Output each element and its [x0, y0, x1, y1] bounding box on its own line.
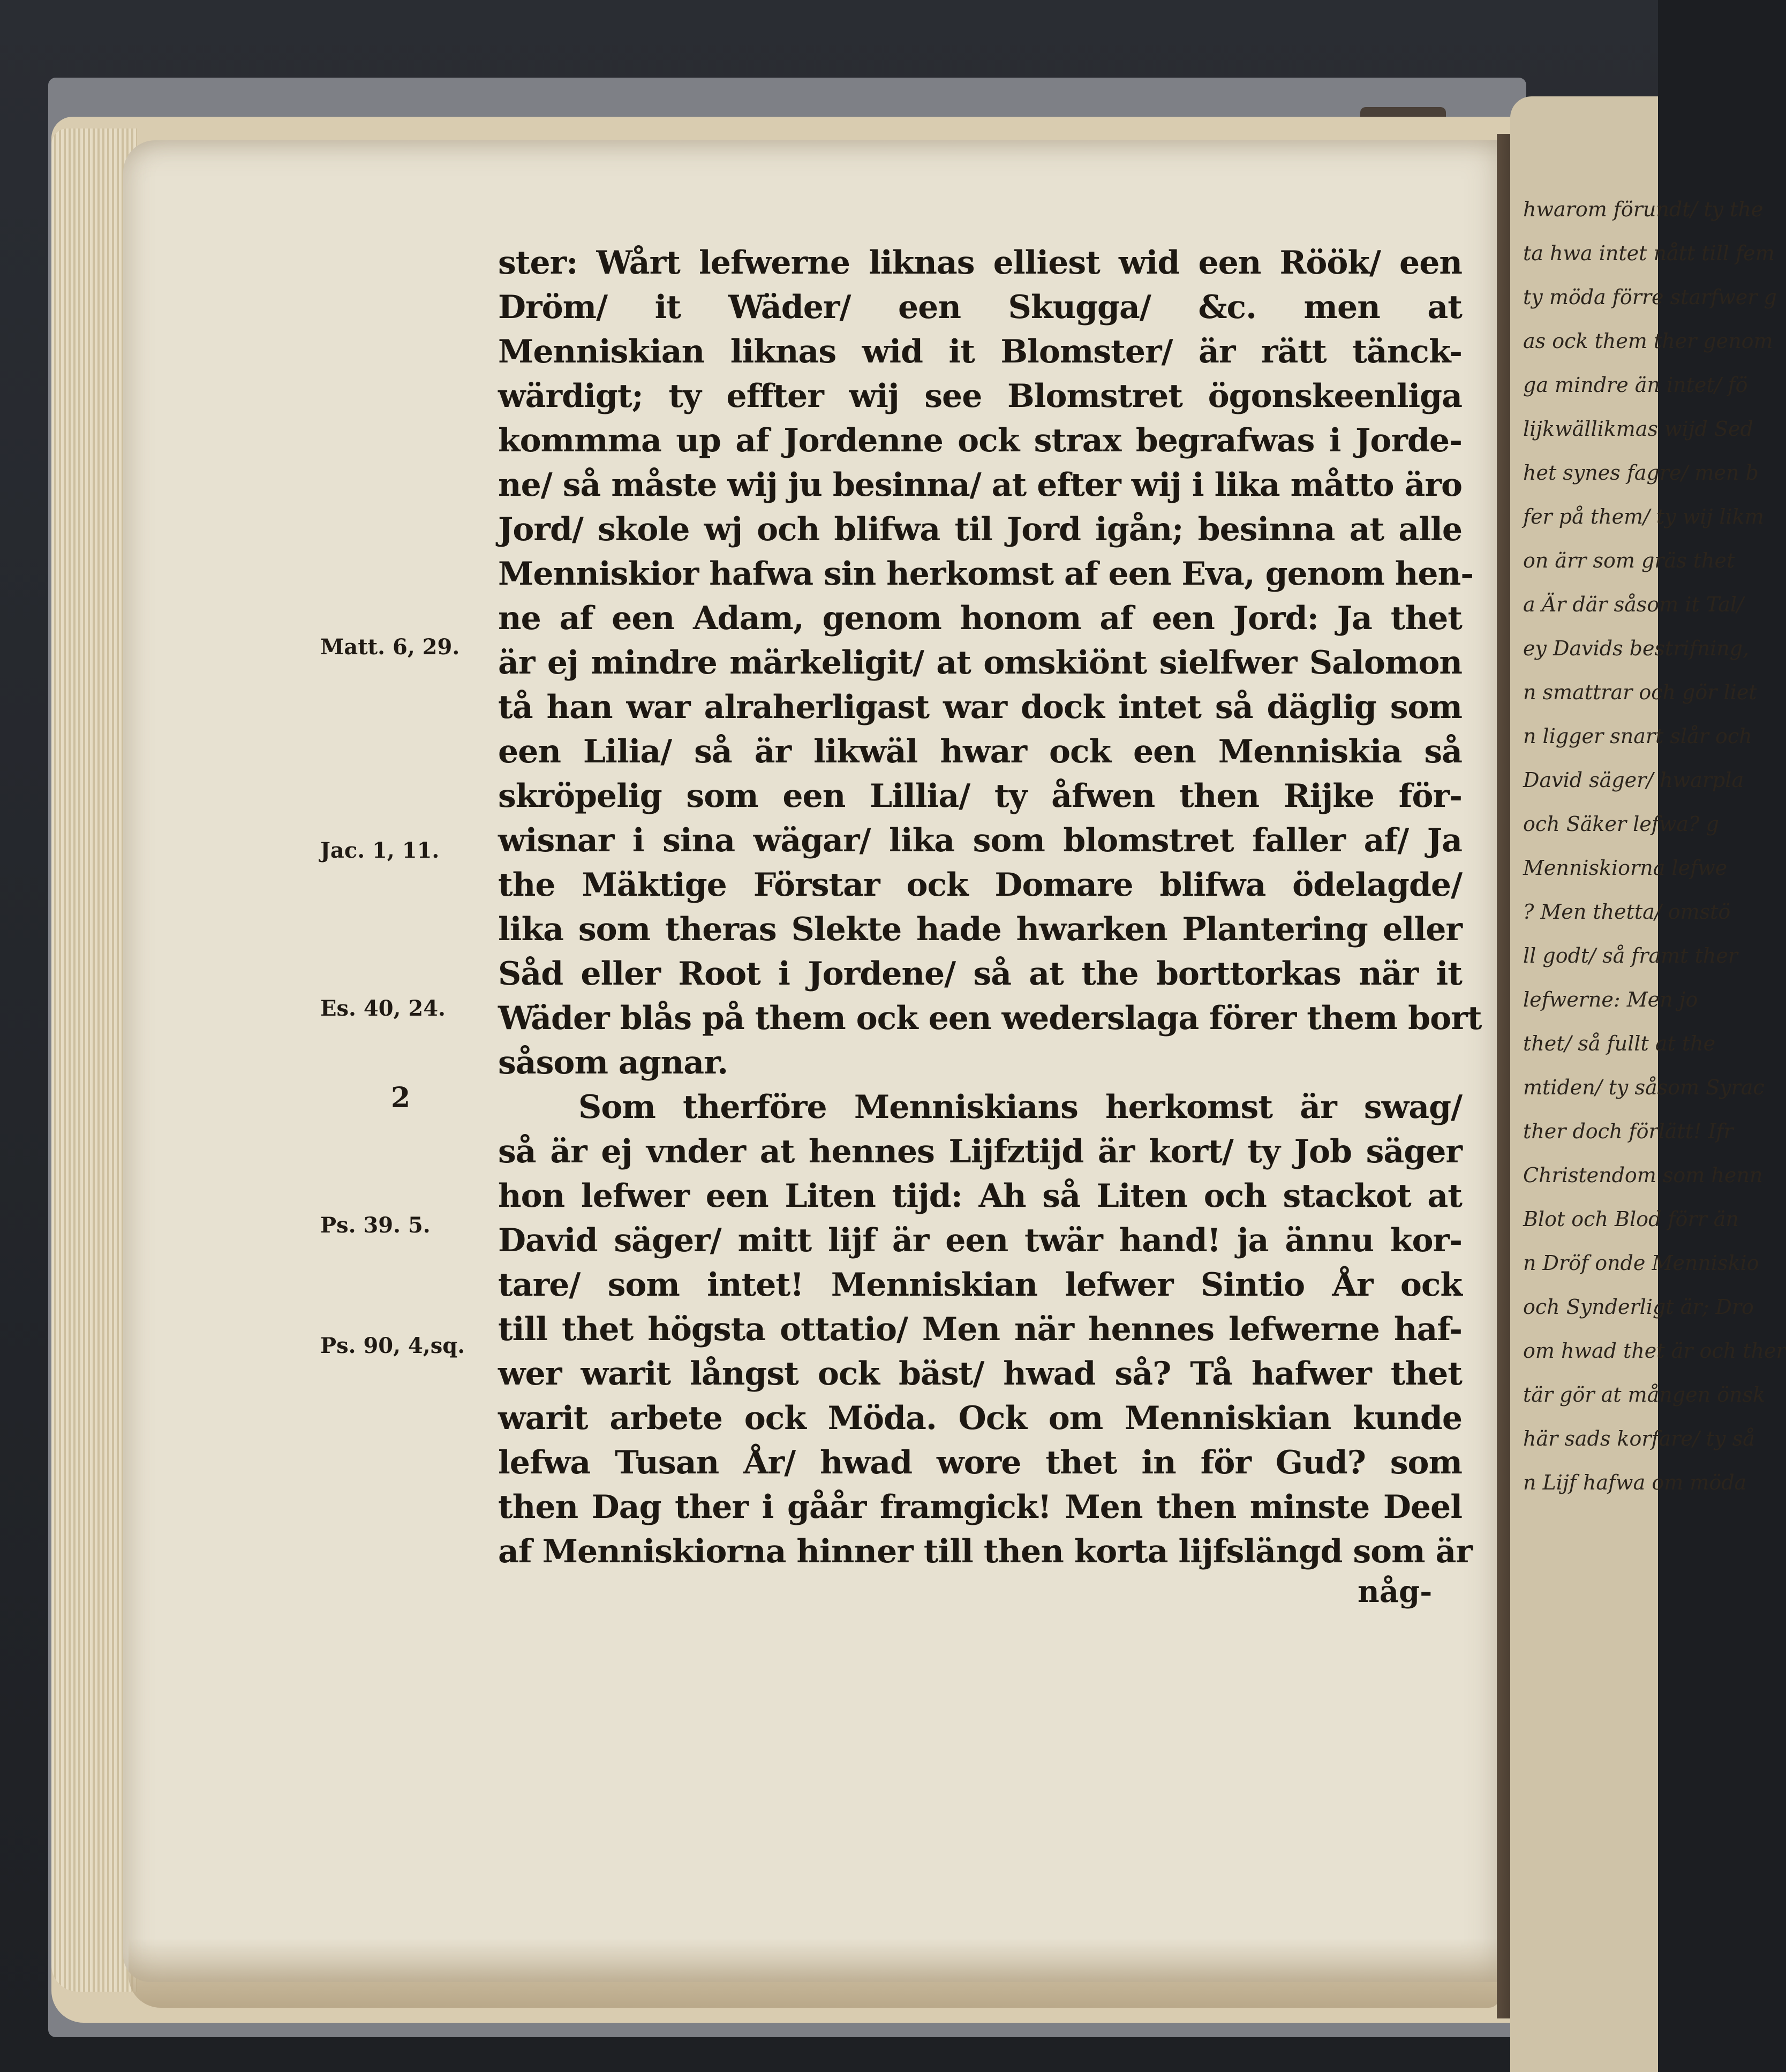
text-line: Som therföre Menniskians herkomst är swag/ [578, 1088, 1462, 1126]
text-line: ne/ så måste wij ju besinna/ at efter wij i lika måtto äro [498, 466, 1462, 504]
facing-text-line: David säger/ hwarpla [1523, 768, 1744, 792]
text-line: ster: Wårt lefwerne liknas elliest wid een Röök/ een [498, 244, 1462, 282]
text-line: till thet högsta ottatio/ Men när hennes lefwerne haf- [498, 1311, 1462, 1348]
margin-note-ps-39: Ps. 39. 5. [320, 1213, 431, 1238]
text-line: een Lilia/ så är likwäl hwar ock een Menniskia så [498, 733, 1462, 770]
main-text-block [498, 241, 1482, 1574]
facing-text-line: ey Davids bestrifning, [1523, 637, 1750, 660]
facing-text-line: här sads korfare/ ty så [1523, 1427, 1755, 1450]
text-line: Menniskior hafwa sin herkomst af een Eva, genom hen- [498, 555, 1474, 593]
facing-text-line: tär gör at mången önsk [1523, 1383, 1766, 1406]
text-line: wärdigt; ty effter wij see Blomstret ögonskeenliga [498, 377, 1462, 415]
catchword: någ- [1358, 1574, 1433, 1609]
text-line: Menniskian liknas wid it Blomster/ är rätt tänck- [498, 333, 1462, 370]
text-line: lefwa Tusan År/ hwad wore thet in för Gud? som [498, 1444, 1462, 1481]
facing-text-line: n ligger snart slår och [1523, 724, 1752, 748]
facing-text-line: ty möda förre starfwer g [1523, 285, 1777, 309]
facing-text-line: lefwerne: Men jo [1523, 988, 1698, 1011]
facing-text-line: n smattrar och gör liet [1523, 680, 1757, 704]
text-line: the Mäktige Förstar ock Domare blifwa ödelagde/ [498, 866, 1462, 904]
facing-page-text [1523, 187, 1786, 1504]
facing-text-line: ga mindre än intet/ fö [1523, 373, 1748, 397]
text-line: är ej mindre märkeligit/ at omskiönt sielfwer Salomon [498, 644, 1462, 682]
facing-text-line: ther doch förlätt! Ifr [1523, 1120, 1734, 1143]
text-line: tare/ som intet! Menniskian lefwer Sintio År ock [498, 1266, 1462, 1304]
text-line: Dröm/ it Wäder/ een Skugga/ &c. men at [498, 289, 1462, 326]
margin-note-ps-90: Ps. 90, 4,sq. [320, 1333, 465, 1358]
facing-text-line: Menniskiorna lefwe [1523, 856, 1728, 880]
facing-text-line: hwarom förundt/ ty the [1523, 198, 1764, 221]
text-line: warit arbete ock Möda. Ock om Menniskian kunde [498, 1400, 1462, 1437]
text-line: then Dag ther i gåår framgick! Men then minste Deel [498, 1488, 1462, 1526]
text-line: hon lefwer een Liten tijd: Ah så Liten och stackot at [498, 1177, 1462, 1215]
margin-note-es: Es. 40, 24. [320, 996, 446, 1021]
facing-text-line: n Lijf hafwa om möda [1523, 1471, 1747, 1494]
facing-page [1510, 96, 1786, 2072]
facing-text-line: mtiden/ ty såsom Syrac [1523, 1076, 1765, 1099]
text-line: såsom agnar. [498, 1044, 728, 1082]
facing-text-line: om hwad thet är och ther [1523, 1339, 1786, 1363]
facing-text-line: het synes fagre/ men b [1523, 461, 1759, 485]
facing-text-line: n Dröf onde Menniskio [1523, 1251, 1759, 1275]
page-bottom-shadow [129, 1938, 1499, 2008]
facing-text-line: och Synderligt är; Dro [1523, 1295, 1754, 1319]
text-line: Jord/ skole wj och blifwa til Jord igån; besinna at alle [498, 511, 1462, 548]
text-line: så är ej vnder at hennes Lijfztijd är kort/ ty Job säger [498, 1133, 1462, 1170]
facing-text-line: ta hwa intet nått till fem [1523, 241, 1775, 265]
facing-text-line: och Säker lefwa? g [1523, 812, 1719, 836]
facing-text-line: as ock them ther genom [1523, 329, 1773, 353]
text-line: kommma up af Jordenne ock strax begrafwas i Jorde- [498, 422, 1462, 459]
text-line: lika som theras Slekte hade hwarken Plantering eller [498, 911, 1462, 948]
margin-note-jac: Jac. 1, 11. [320, 838, 440, 863]
text-line: wisnar i sina wägar/ lika som blomstret faller af/ Ja [498, 822, 1462, 859]
text-line: ne af een Adam, genom honom af een Jord: Ja thet [498, 600, 1462, 637]
facing-text-line: Christendom som henn [1523, 1163, 1763, 1187]
facing-text-line: fer på them/ ty wij likm [1523, 505, 1764, 528]
facing-text-line: ll godt/ så framt ther [1523, 944, 1738, 967]
text-line: Såd eller Root i Jordene/ så at the borttorkas när it [498, 955, 1462, 993]
margin-note-matt: Matt. 6, 29. [320, 634, 460, 660]
margin-note-section-number: 2 [391, 1082, 411, 1114]
text-line: wer warit långst ock bäst/ hwad så? Tå hafwer thet [498, 1355, 1462, 1393]
text-line: Wäder blås på them ock een wederslaga förer them bort [498, 1000, 1482, 1037]
text-line: skröpelig som een Lillia/ ty åfwen then Rijke för- [498, 777, 1462, 815]
facing-text-line: on ärr som gräs thet [1523, 549, 1735, 572]
facing-text-line: ? Men thetta/ omstö [1523, 900, 1731, 924]
facing-text-line: Blot och Blod förr än [1523, 1207, 1739, 1231]
facing-text-line: thet/ så fullt at the [1523, 1032, 1716, 1055]
facing-text-line: lijkwällikmas wijd Sed [1523, 417, 1753, 441]
facing-text-line: a Är där såsom it Tal/ [1523, 593, 1744, 616]
text-line: af Menniskiorna hinner till then korta lijfslängd som är [498, 1533, 1473, 1570]
text-line: tå han war alraherligast war dock intet så däglig som [498, 689, 1462, 726]
text-line: David säger/ mitt lijf är een twär hand! ja ännu kor- [498, 1222, 1462, 1259]
